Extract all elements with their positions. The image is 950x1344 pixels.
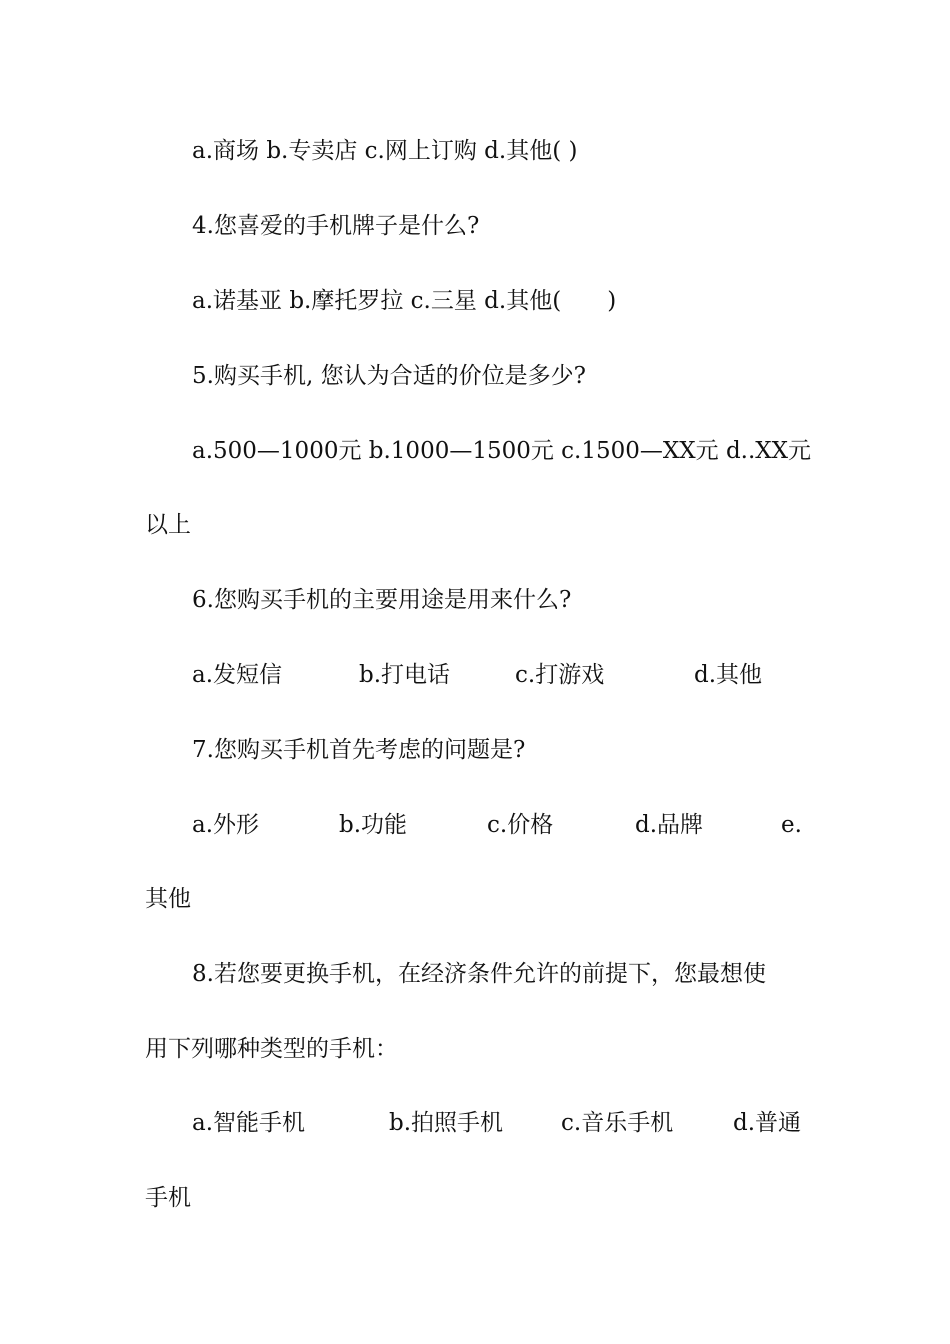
q6-question: 6.您购买手机的主要用途是用来什么? xyxy=(192,587,572,613)
q6-option-b: b.打电话 xyxy=(359,662,451,688)
q5-options-continuation: 以上 xyxy=(145,512,191,538)
q7-options-continuation: 其他 xyxy=(145,886,191,912)
q7-option-e: e. xyxy=(781,812,802,838)
q4-options-line: a.诺基亚 b.摩托罗拉 c.三星 d.其他( ) xyxy=(192,288,617,314)
q6-option-c: c.打游戏 xyxy=(515,662,605,688)
q7-option-c: c.价格 xyxy=(487,812,554,838)
q7-option-b: b.功能 xyxy=(339,812,408,838)
q8-option-c: c.音乐手机 xyxy=(561,1110,674,1136)
q8-option-b: b.拍照手机 xyxy=(389,1110,504,1136)
q3-options-line: a.商场 b.专卖店 c.网上订购 d.其他( ) xyxy=(192,138,578,164)
q8-options-continuation: 手机 xyxy=(145,1185,191,1211)
q7-option-d: d.品牌 xyxy=(635,812,704,838)
q5-options-line: a.500—1000元 b.1000—1500元 c.1500—XX元 d..XX元 xyxy=(192,438,812,464)
q5-question: 5.购买手机, 您认为合适的价位是多少? xyxy=(192,363,586,389)
q6-option-a: a.发短信 xyxy=(192,662,283,688)
q8-option-d: d.普通 xyxy=(733,1110,802,1136)
q7-question: 7.您购买手机首先考虑的问题是? xyxy=(192,737,526,763)
q7-option-a: a.外形 xyxy=(192,812,260,838)
q8-question-line-1: 8.若您要更换手机，在经济条件允许的前提下，您最想使 xyxy=(192,961,766,987)
q4-question: 4.您喜爱的手机牌子是什么? xyxy=(192,213,480,239)
q6-option-d: d.其他 xyxy=(694,662,763,688)
q8-option-a: a.智能手机 xyxy=(192,1110,306,1136)
q8-question-line-2: 用下列哪种类型的手机： xyxy=(145,1036,398,1062)
